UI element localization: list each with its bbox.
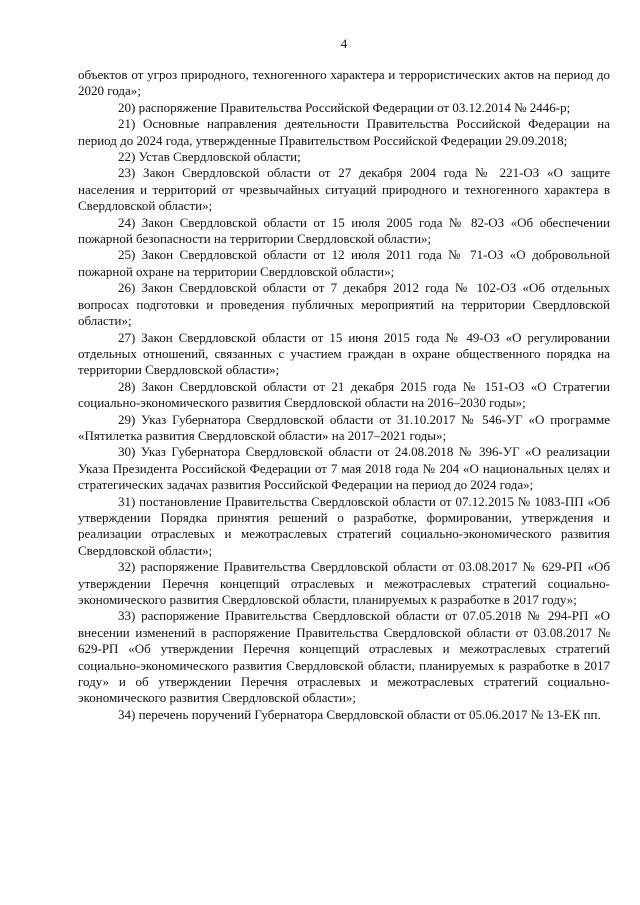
list-item-32: 32) распоряжение Правительства Свердловской области от 03.08.2017 № 629-РП «Об утверждении Перечня концепций отраслевых и межотраслевых стратегий социально-экономического развития Свердловской области, планируемых к разработке в 2017 году»; — [78, 559, 610, 607]
list-item-33: 33) распоряжение Правительства Свердловской области от 07.05.2018 № 294-РП «О внесении изменений в распоряжение Правительства Свердловской области от 03.08.2017 № 629-РП «Об утверждении Перечня концепций отраслевых и межотраслевых стратегий социально-экономического развития Свердловской области, планируемых к разработке в 2017 году» и об утверждении Перечня отраслевых и межотраслевых стратегий социально-экономического развития Свердловской области»; — [78, 608, 610, 706]
list-item-34: 34) перечень поручений Губернатора Свердловской области от 05.06.2017 № 13-ЕК пп. — [118, 706, 601, 722]
list-item-21: 21) Основные направления деятельности Правительства Российской Федерации на период до 2024 года, утвержденные Правительством Российской Федерации 29.09.2018; — [78, 116, 610, 148]
paragraph-continuation: объектов от угроз природного, техногенного характера и террористических актов на период до 2020 года»; — [78, 67, 610, 99]
list-item-23: 23) Закон Свердловской области от 27 декабря 2004 года № 221-ОЗ «О защите населения и территорий от чрезвычайных ситуаций природного и техногенного характера в Свердловской области»; — [78, 165, 610, 214]
list-item-31: 31) постановление Правительства Свердловской области от 07.12.2015 № 1083-ПП «Об утверждении Порядка принятия решений о разработке, формировании, утверждения и реализации отраслевых и межотраслевых стратегий социально-экономического развития Свердловской области»; — [78, 493, 610, 558]
list-item-20: 20) распоряжение Правительства Российской Федерации от 03.12.2014 № 2446-р; — [118, 99, 571, 115]
list-item-22: 22) Устав Свердловской области; — [118, 149, 301, 165]
list-item-30: 30) Указ Губернатора Свердловской области от 24.08.2018 № 396-УГ «О реализации Указа Президента Российской Федерации от 7 мая 2018 года № 204 «О национальных целях и стратегических задачах развития Российской Федерации на период до 2024 года»; — [78, 444, 610, 493]
page-number: 4 — [340, 36, 348, 51]
list-item-29: 29) Указ Губернатора Свердловской области от 31.10.2017 № 546-УГ «О программе «Пятилетка развития Свердловской области» на 2017–2021 годы»; — [78, 411, 610, 443]
document-body — [78, 67, 610, 723]
list-item-24: 24) Закон Свердловской области от 15 июля 2005 года № 82-ОЗ «Об обеспечении пожарной безопасности на территории Свердловской области»; — [78, 214, 610, 247]
list-item-27: 27) Закон Свердловской области от 15 июня 2015 года № 49-ОЗ «О регулировании отдельных отношений, связанных с участием граждан в охране общественного порядка на территории Свердловской области»; — [78, 329, 610, 378]
list-item-25: 25) Закон Свердловской области от 12 июля 2011 года № 71-ОЗ «О добровольной пожарной охране на территории Свердловской области»; — [78, 247, 610, 279]
list-item-28: 28) Закон Свердловской области от 21 декабря 2015 года № 151-ОЗ «О Стратегии социально-экономического развития Свердловской области на 2016–2030 годы»; — [78, 378, 610, 411]
list-item-26: 26) Закон Свердловской области от 7 декабря 2012 года № 102-ОЗ «Об отдельных вопросах подготовки и проведения публичных мероприятий на территории Свердловской области»; — [78, 280, 610, 329]
